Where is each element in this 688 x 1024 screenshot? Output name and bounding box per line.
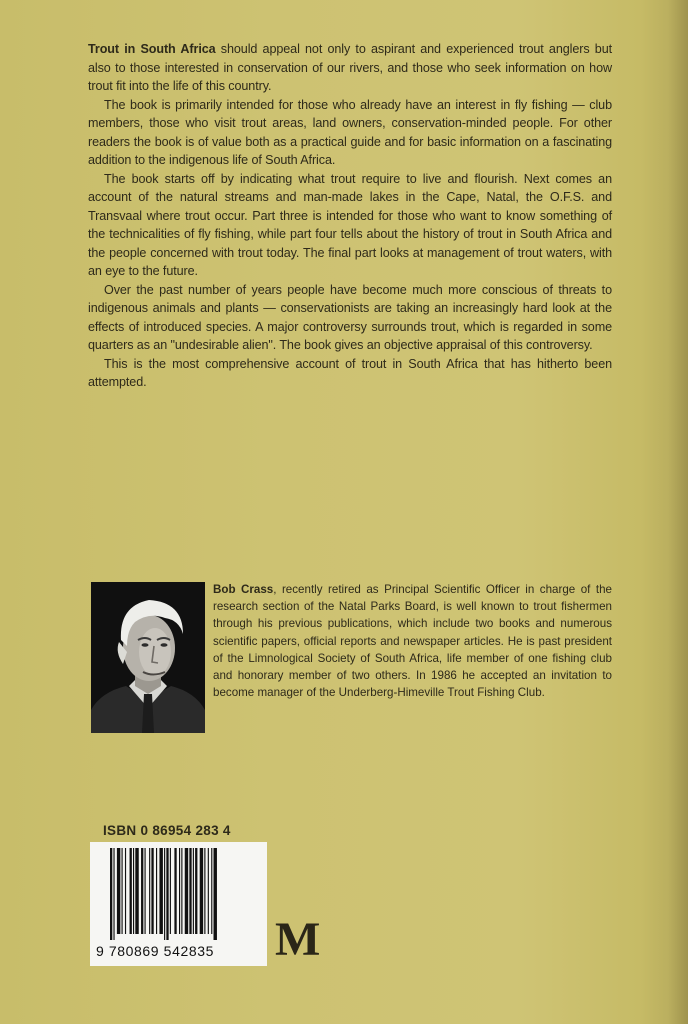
barcode-bar bbox=[145, 848, 146, 934]
barcode-bar bbox=[200, 848, 203, 934]
publisher-logo: M bbox=[275, 913, 321, 966]
barcode-number: 9 780869 542835 bbox=[96, 943, 214, 959]
barcode-bar bbox=[164, 848, 165, 940]
barcode-bar bbox=[185, 848, 188, 934]
barcode-bar bbox=[195, 848, 197, 934]
isbn-label: ISBN 0 86954 283 4 bbox=[103, 823, 231, 838]
blurb-paragraph-4: Over the past number of years people have become much more conscious of threats to indigenous animals and plants — conservationists are taking an increasingly hard look at the effects of introduced species. A major controversy surrounds trout, which is regarded in some quarters as an "undesirable alien". The book gives an objective appraisal of this controversy. bbox=[88, 282, 612, 352]
barcode-bar bbox=[117, 848, 120, 934]
barcode-bar bbox=[156, 848, 157, 934]
blurb-paragraph-2: The book is primarily intended for those who already have an interest in fly fishing — club members, those who visit trout areas, land owners, conservation-minded people. For other readers the book is of value both as a practical guide and for basic information on a fascinating addition to the indigenous life of South Africa. bbox=[88, 97, 612, 167]
barcode-bar bbox=[141, 848, 143, 934]
barcode-bar bbox=[179, 848, 180, 934]
barcode-bar bbox=[211, 848, 212, 934]
barcode-bar bbox=[135, 848, 138, 934]
barcode-bar bbox=[174, 848, 176, 934]
blurb-paragraph-1: Trout in South Africa should appeal not only to aspirant and experienced trout anglers but also to those interested in conservation of our rivers, and those who seek information on how trout fit into the life of this country. bbox=[88, 42, 612, 93]
barcode-bar bbox=[159, 848, 162, 934]
barcode-bar bbox=[204, 848, 205, 934]
barcode-bar bbox=[189, 848, 191, 934]
barcode-bar bbox=[133, 848, 134, 934]
author-bio: Bob Crass, recently retired as Principal Scientific Officer in charge of the research section of the Natal Parks Board, is well known to trout fishermen through his previous publications, which include two books and numerous scientific papers, official reports and newspaper articles. He is past president of the Limnological Society of South Africa, life member of one fishing club and honorary member of two others. In 1986 he accepted an invitation to become manager of the Underberg-Himeville Trout Fishing Club. bbox=[213, 583, 612, 700]
barcode-bar bbox=[208, 848, 209, 934]
barcode bbox=[90, 842, 267, 966]
barcode-bar bbox=[149, 848, 150, 934]
blurb-paragraph-5: This is the most comprehensive account of trout in South Africa that has hitherto been attempted. bbox=[88, 356, 612, 389]
barcode-bar bbox=[130, 848, 132, 934]
barcode-bar bbox=[122, 848, 123, 934]
barcode-bar bbox=[125, 848, 126, 934]
barcode-bar bbox=[166, 848, 168, 940]
barcode-bars bbox=[110, 848, 260, 940]
barcode-bar bbox=[110, 848, 112, 940]
blurb bbox=[88, 40, 612, 392]
barcode-bar bbox=[151, 848, 153, 934]
barcode-bar bbox=[214, 848, 217, 940]
barcode-bar bbox=[170, 848, 171, 934]
author-name: Bob Crass bbox=[213, 583, 274, 596]
barcode-bar bbox=[193, 848, 194, 934]
cover-right-edge bbox=[668, 0, 688, 1024]
barcode-bar bbox=[181, 848, 182, 934]
book-title: Trout in South Africa bbox=[88, 42, 216, 56]
author-photo bbox=[91, 582, 205, 733]
barcode-bar bbox=[113, 848, 114, 940]
blurb-paragraph-3: The book starts off by indicating what trout require to live and flourish. Next comes an account of the natural streams and man-made lakes in the Cape, Natal, the O.F.S. and Transvaal where trout occur. Part three is intended for those who want to know something of the technicalities of fly fishing, while part four tells about the history of trout in South Africa and the people concerned with trout today. The final part looks at management of trout waters, with an eye to the future. bbox=[88, 171, 612, 278]
